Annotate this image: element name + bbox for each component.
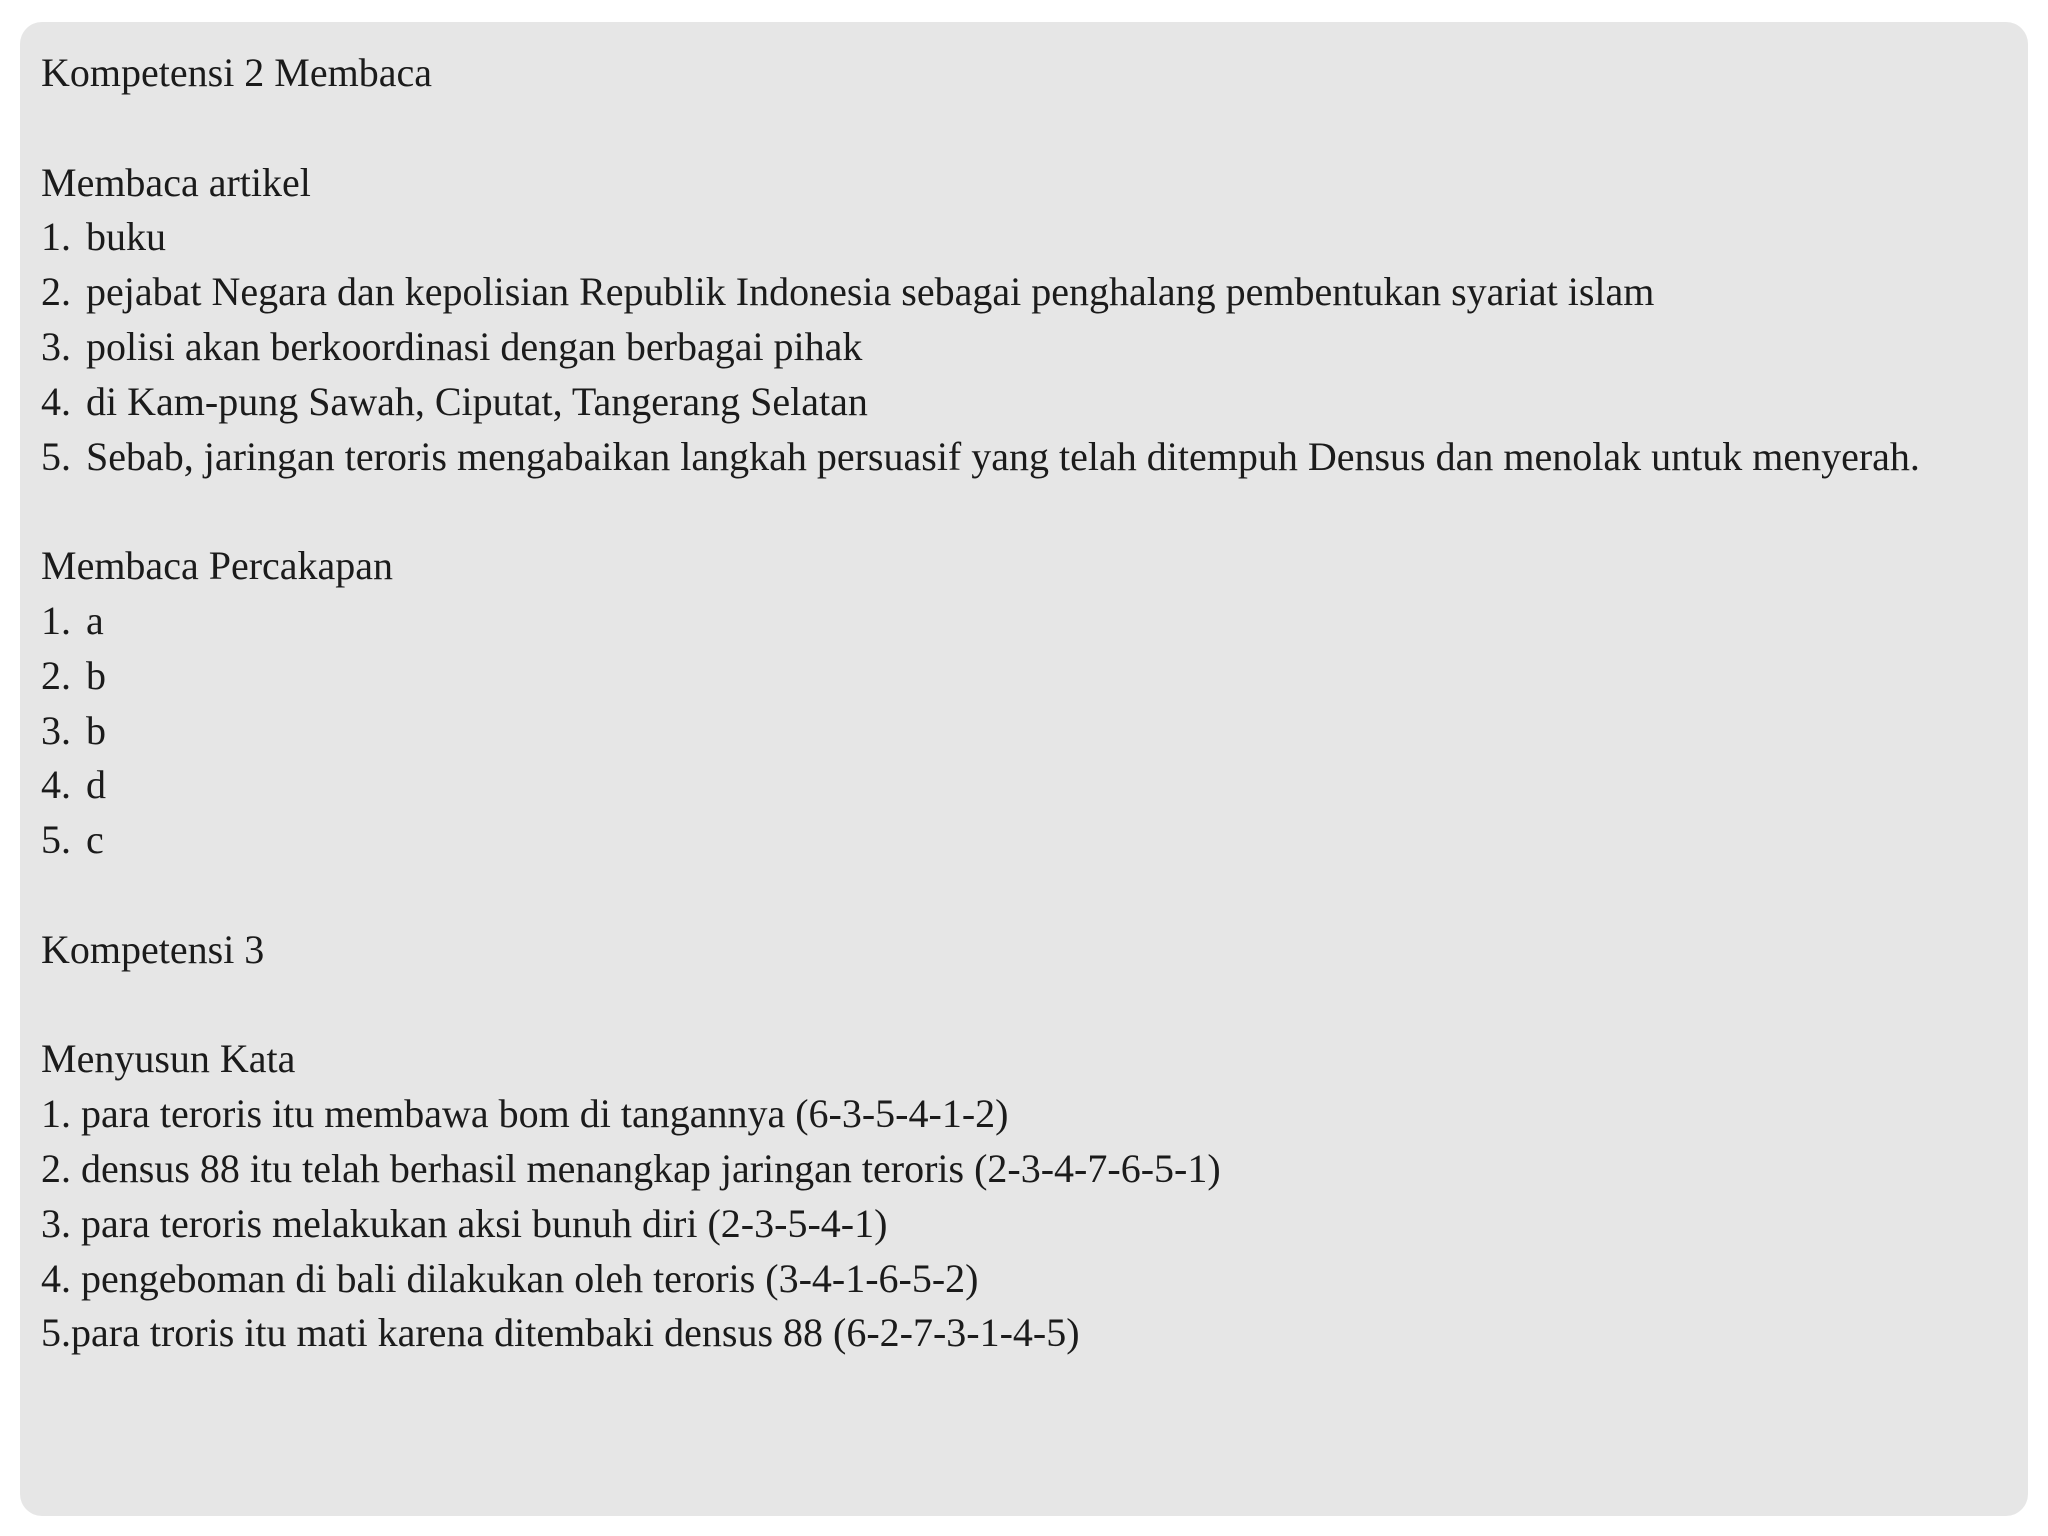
item-text: Sebab, jaringan teroris mengabaikan langkah persuasif yang telah ditempuh Densus dan menolak untuk menyerah. xyxy=(86,433,1920,479)
list-item: 4. pengeboman di bali dilakukan oleh teroris (3-4-1-6-5-2) xyxy=(41,1255,979,1301)
item-number: 2. xyxy=(41,269,71,315)
item-text: b xyxy=(86,652,106,698)
item-text: polisi akan berkoordinasi dengan berbagai pihak xyxy=(86,323,863,369)
list-item xyxy=(41,375,2007,430)
item-number: 4. xyxy=(41,762,71,808)
list-item xyxy=(41,704,2007,759)
item-text: b xyxy=(86,707,106,753)
item-text: d xyxy=(86,762,106,808)
list-item xyxy=(41,649,2007,704)
item-text: pejabat Negara dan kepolisian Republik Indonesia sebagai penghalang pembentukan syariat islam xyxy=(86,269,1655,315)
list-item xyxy=(41,320,2007,375)
kata-answer-list xyxy=(41,1087,2007,1361)
list-item: 3. para teroris melakukan aksi bunuh diri (2-3-5-4-1) xyxy=(41,1200,888,1246)
item-number: 3. xyxy=(41,707,71,753)
list-item: 5.para troris itu mati karena ditembaki densus 88 (6-2-7-3-1-4-5) xyxy=(41,1310,1080,1356)
answer-key-card xyxy=(20,22,2028,1516)
item-text: a xyxy=(86,597,104,643)
item-text: di Kam-pung Sawah, Ciputat, Tangerang Selatan xyxy=(86,378,868,424)
list-item xyxy=(41,265,2007,320)
list-item xyxy=(41,430,2007,485)
item-number: 5. xyxy=(41,817,71,863)
list-item: 1. para teroris itu membawa bom di tangannya (6-3-5-4-1-2) xyxy=(41,1091,1009,1137)
list-item xyxy=(41,210,2007,265)
heading-kompetensi-2: Kompetensi 2 Membaca xyxy=(41,50,432,95)
item-text: buku xyxy=(86,214,166,260)
list-item xyxy=(41,758,2007,813)
item-number: 3. xyxy=(41,323,71,369)
list-item xyxy=(41,813,2007,868)
item-number: 2. xyxy=(41,652,71,698)
item-number: 4. xyxy=(41,378,71,424)
artikel-answer-list xyxy=(41,210,2007,484)
heading-kompetensi-3: Kompetensi 3 xyxy=(41,926,265,972)
section-title-menyusun-kata: Menyusun Kata xyxy=(41,1036,296,1082)
section-title-membaca-percakapan: Membaca Percakapan xyxy=(41,543,394,589)
percakapan-answer-list xyxy=(41,594,2007,868)
item-number: 1. xyxy=(41,214,71,260)
list-item xyxy=(41,594,2007,649)
section-title-membaca-artikel: Membaca artikel xyxy=(41,159,311,205)
item-number: 5. xyxy=(41,433,71,479)
list-item: 2. densus 88 itu telah berhasil menangkap jaringan teroris (2-3-4-7-6-5-1) xyxy=(41,1145,1221,1191)
item-text: c xyxy=(86,817,104,863)
item-number: 1. xyxy=(41,597,71,643)
